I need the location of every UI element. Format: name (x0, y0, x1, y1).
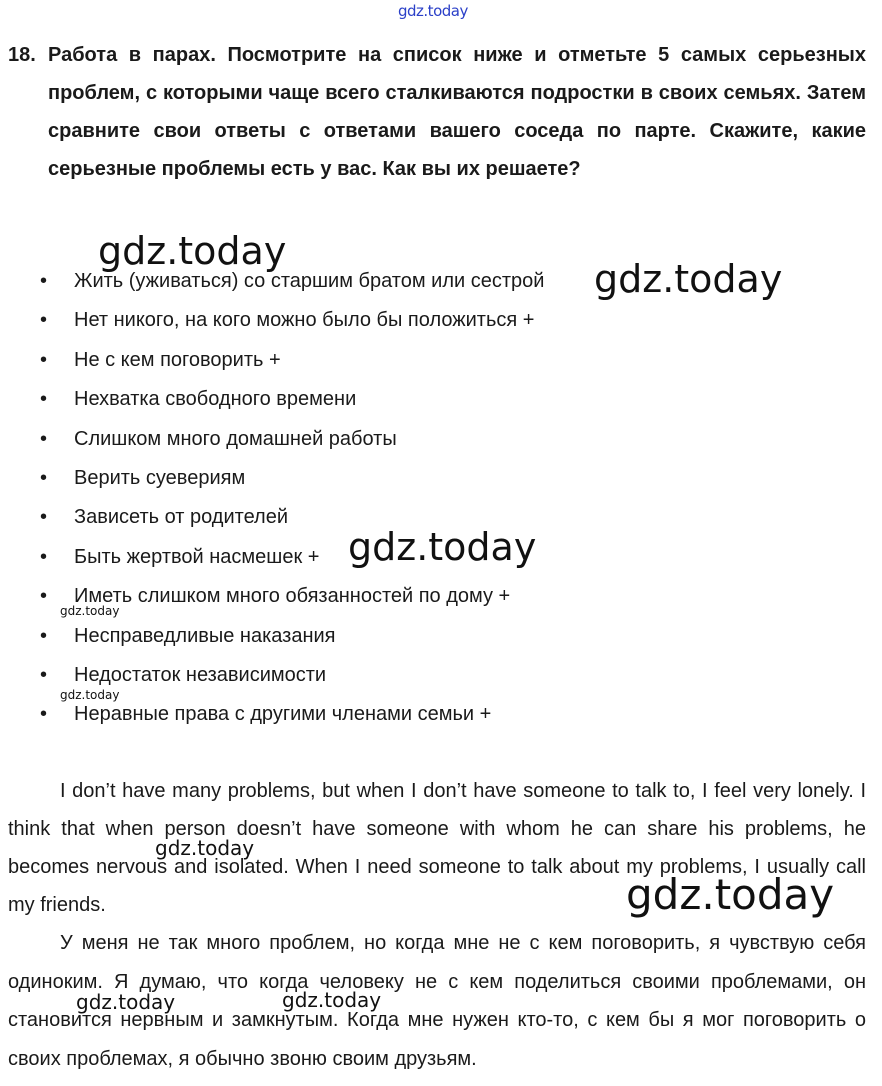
task-text: Работа в парах. Посмотрите на список ниже и отметьте 5 самых серьезных проблем, с которыми чаще всего сталкиваются подростки в своих семьях. Затем сравните свои ответы с ответами вашего соседа по парте. Скажите, какие серьезные проблемы есть у вас. Как вы их решаете? (48, 44, 866, 180)
watermark: gdz.today (594, 257, 783, 301)
bullet-icon: • (40, 309, 48, 332)
watermark: gdz.today (348, 525, 537, 569)
watermark: gdz.today (626, 870, 835, 919)
list-item-text: Верить суевериям (74, 466, 246, 489)
list-item-text: Не с кем поговорить + (74, 348, 281, 371)
list-item-text: Слишком много домашней работы (74, 427, 397, 450)
problem-list (30, 262, 544, 735)
list-item-text: Иметь слишком много обязанностей по дому + (74, 585, 511, 608)
list-item-text: Жить (уживаться) со старшим братом или сестрой (74, 270, 545, 292)
watermark: gdz.today (76, 990, 176, 1014)
bullet-icon: • (40, 585, 48, 608)
list-item-text: Нет никого, на кого можно было бы положиться + (74, 309, 535, 332)
list-item-text: Быть жертвой насмешек + (74, 545, 320, 568)
watermark: gdz.today (282, 988, 382, 1012)
answer-english: I don’t have many problems, but when I don’t have someone to talk to, I feel very lonely. I think that when person doesn’t have someone with whom he can share his problems, he becomes nervous and isolated. When I need someone to talk about my problems, I usually call my friends. (8, 780, 866, 916)
list-item-text: Неравные права с другими членами семьи + (74, 703, 492, 726)
list-item (30, 617, 544, 656)
list-item-text: Нехватка свободного времени (74, 388, 357, 411)
bullet-icon: • (40, 545, 48, 568)
list-item-text: Несправедливые наказания (74, 624, 336, 647)
watermark: gdz.today (60, 604, 120, 618)
task-number: 18. (8, 44, 36, 66)
list-item-text: Недостаток независимости (74, 663, 327, 686)
bullet-icon: • (40, 466, 48, 489)
list-item (30, 459, 544, 498)
watermark: gdz.today (98, 229, 287, 273)
watermark-top: gdz.today (398, 2, 468, 20)
list-item-text: Зависеть от родителей (74, 506, 289, 529)
list-item (30, 380, 544, 419)
list-item (30, 420, 544, 459)
watermark: gdz.today (155, 836, 255, 860)
bullet-icon: • (40, 427, 48, 450)
answer-russian: У меня не так много проблем, но когда мне не с кем поговорить, я чувствую себя одиноким. Я думаю, что когда человеку не с кем поделиться своими проблемами, он становится нервным и замкнутым. Когда мне нужен кто-то, с кем бы я мог поговорить о своих проблемах, я обычно звоню своим друзьям. (8, 932, 866, 1070)
bullet-icon: • (40, 388, 48, 411)
bullet-icon: • (40, 703, 48, 726)
bullet-icon: • (40, 663, 48, 686)
watermark: gdz.today (60, 688, 120, 702)
bullet-icon: • (40, 348, 48, 371)
list-item (30, 301, 544, 340)
task-block (8, 36, 866, 188)
bullet-icon: • (40, 624, 48, 647)
list-item (30, 341, 544, 380)
bullet-icon: • (40, 270, 48, 292)
bullet-icon: • (40, 506, 48, 529)
